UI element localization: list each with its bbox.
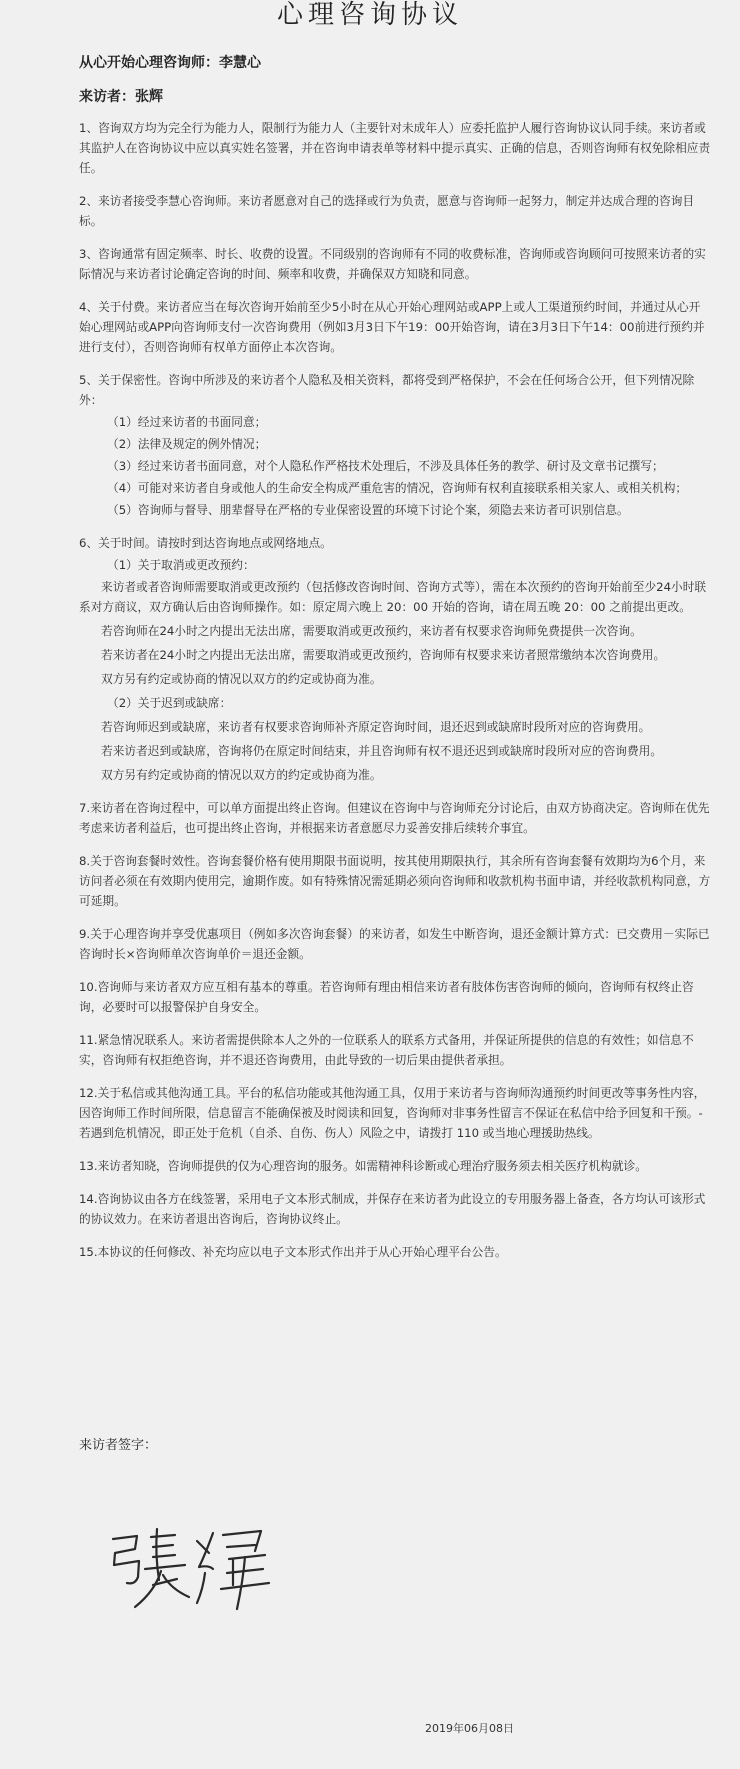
clause-5-item: （4）可能对来访者自身或他人的生命安全构成严重危害的情况，咨询师有权利直接联系相关家人、或相关机构； <box>107 481 688 495</box>
clause-6-sub2-line: 若来访者迟到或缺席，咨询将仍在原定时间结束，并且咨询师有权不退还迟到或缺席时段所对应的咨询费用。 <box>101 744 663 758</box>
clause-8: 8.关于咨询套餐时效性。咨询套餐价格有使用期限书面说明，按其使用期限执行，其余所有咨询套餐有效期均为6个月，来访问者必须在有效期内使用完，逾期作废。如有特殊情况需延期必须向咨询师和收款机构书面申请，并经收款机构同意，方可延期。 <box>79 854 711 908</box>
clause-6 <box>79 533 711 785</box>
clause-6-sub1-line: 若来访者在24小时之内提出无法出席，需要取消或更改预约，咨询师有权要求来访者照常缴纳本次咨询费用。 <box>101 648 666 662</box>
handwritten-signature <box>105 1525 275 1620</box>
clause-6-sub1-text: 来访者或者咨询师需要取消或更改预约（包括修改咨询时间、咨询方式等），需在本次预约的咨询开始前至少24小时联系对方商议，双方确认后由咨询师操作。如：原定周六晚上 20：00 开始的咨询，请在周五晚 20：00 之前提出更改。 <box>79 580 707 614</box>
client-line: 来访者：张辉 <box>79 89 163 105</box>
clause-6-sub1-line: 若咨询师在24小时之内提出无法出席，需要取消或更改预约，来访者有权要求咨询师免费提供一次咨询。 <box>101 624 642 638</box>
clause-5-item: （2）法律及规定的例外情况； <box>107 437 267 451</box>
clause-4: 4、关于付费。来访者应当在每次咨询开始前至少5小时在从心开始心理网站或APP上或人工渠道预约时间，并通过从心开始心理网站或APP向咨询师支付一次咨询费用（例如3月3日下午19：00开始咨询，请在3月3日下午14：00前进行预约并进行支付），否则咨询师有权单方面停止本次咨询。 <box>79 300 705 354</box>
clause-14: 14.咨询协议由各方在线签署，采用电子文本形式制成，并保存在来访者为此设立的专用服务器上备查，各方均认可该形式的协议效力。在来访者退出咨询后，咨询协议终止。 <box>79 1192 706 1226</box>
clause-3: 3、咨询通常有固定频率、时长、收费的设置。不同级别的咨询师有不同的收费标准，咨询师或咨询顾问可按照来访者的实际情况与来访者讨论确定咨询的时间、频率和收费，并确保双方知晓和同意。 <box>79 247 706 281</box>
clause-6-intro: 6、关于时间。请按时到达咨询地点或网络地点。 <box>79 536 332 550</box>
clause-15: 15.本协议的任何修改、补充均应以电子文本形式作出并于从心开始心理平台公告。 <box>79 1245 507 1259</box>
document-title: 心理咨询协议 <box>276 0 463 30</box>
clause-7: 7.来访者在咨询过程中，可以单方面提出终止咨询。但建议在咨询中与咨询师充分讨论后，由双方协商决定。咨询师在优先考虑来访者利益后，也可提出终止咨询，并根据来访者意愿尽力妥善安排后续转介事宜。 <box>79 801 710 835</box>
clause-5-intro: 5、关于保密性。咨询中所涉及的来访者个人隐私及相关资料，都将受到严格保护，不会在任何场合公开，但下列情况除外： <box>79 373 695 407</box>
clause-6-sub2-title: （2）关于迟到或缺席： <box>107 696 232 710</box>
clause-13: 13.来访者知晓，咨询师提供的仅为心理咨询的服务。如需精神科诊断或心理治疗服务须去相关医疗机构就诊。 <box>79 1159 647 1173</box>
clause-9: 9.关于心理咨询并享受优惠项目（例如多次咨询套餐）的来访者，如发生中断咨询，退还金额计算方式：已交费用－实际已咨询时长×咨询师单次咨询单价＝退还金额。 <box>79 927 710 961</box>
agreement-body <box>79 118 711 1275</box>
clause-5-item: （5）咨询师与督导、朋辈督导在严格的专业保密设置的环境下讨论个案，须隐去来访者可识别信息。 <box>107 503 629 517</box>
signature-label: 来访者签字： <box>79 1438 158 1453</box>
clause-11: 11.紧急情况联系人。来访者需提供除本人之外的一位联系人的联系方式备用，并保证所提供的信息的有效性；如信息不实，咨询师有权拒绝咨询，并不退还咨询费用，由此导致的一切后果由提供者承担。 <box>79 1033 694 1067</box>
counselor-line: 从心开始心理咨询师：李慧心 <box>79 55 261 71</box>
clause-6-sub1-title: （1）关于取消或更改预约： <box>107 558 255 572</box>
clause-1: 1、咨询双方均为完全行为能力人，限制行为能力人（主要针对未成年人）应委托监护人履行咨询协议认同手续。来访者或其监护人在咨询协议中应以真实姓名签署，并在咨询申请表单等材料中提示真实、正确的信息，否则咨询师有权免除相应责任。 <box>79 121 711 175</box>
clause-12: 12.关于私信或其他沟通工具。平台的私信功能或其他沟通工具，仅用于来访者与咨询师沟通预约时间更改等事务性内容，因咨询师工作时间所限，信息留言不能确保被及时阅读和回复，咨询师对非事务性留言不保证在私信中给予回复和干预。- 若遇到危机情况，即正处于危机（自杀、自伤、伤人）风险之中，请拨打 110 或当地心理援助热线。 <box>79 1086 706 1140</box>
clause-5 <box>79 370 711 520</box>
clause-5-item: （1）经过来访者的书面同意； <box>107 415 267 429</box>
signing-date: 2019年06月08日 <box>425 1722 514 1735</box>
clause-10: 10.咨询师与来访者双方应互相有基本的尊重。若咨询师有理由相信来访者有肢体伤害咨询师的倾向，咨询师有权终止咨询，必要时可以报警保护自身安全。 <box>79 980 694 1014</box>
clause-6-sub1-line: 双方另有约定或协商的情况以双方的约定或协商为准。 <box>101 672 382 686</box>
clause-6-sub2-line: 若咨询师迟到或缺席，来访者有权要求咨询师补齐原定咨询时间，退还迟到或缺席时段所对应的咨询费用。 <box>101 720 651 734</box>
clause-5-item: （3）经过来访者书面同意，对个人隐私作严格技术处理后，不涉及具体任务的教学、研讨及文章书记撰写； <box>107 459 664 473</box>
clause-2: 2、来访者接受李慧心咨询师。来访者愿意对自己的选择或行为负责，愿意与咨询师一起努力，制定并达成合理的咨询目标。 <box>79 194 695 228</box>
clause-6-sub2-line: 双方另有约定或协商的情况以双方的约定或协商为准。 <box>101 768 382 782</box>
